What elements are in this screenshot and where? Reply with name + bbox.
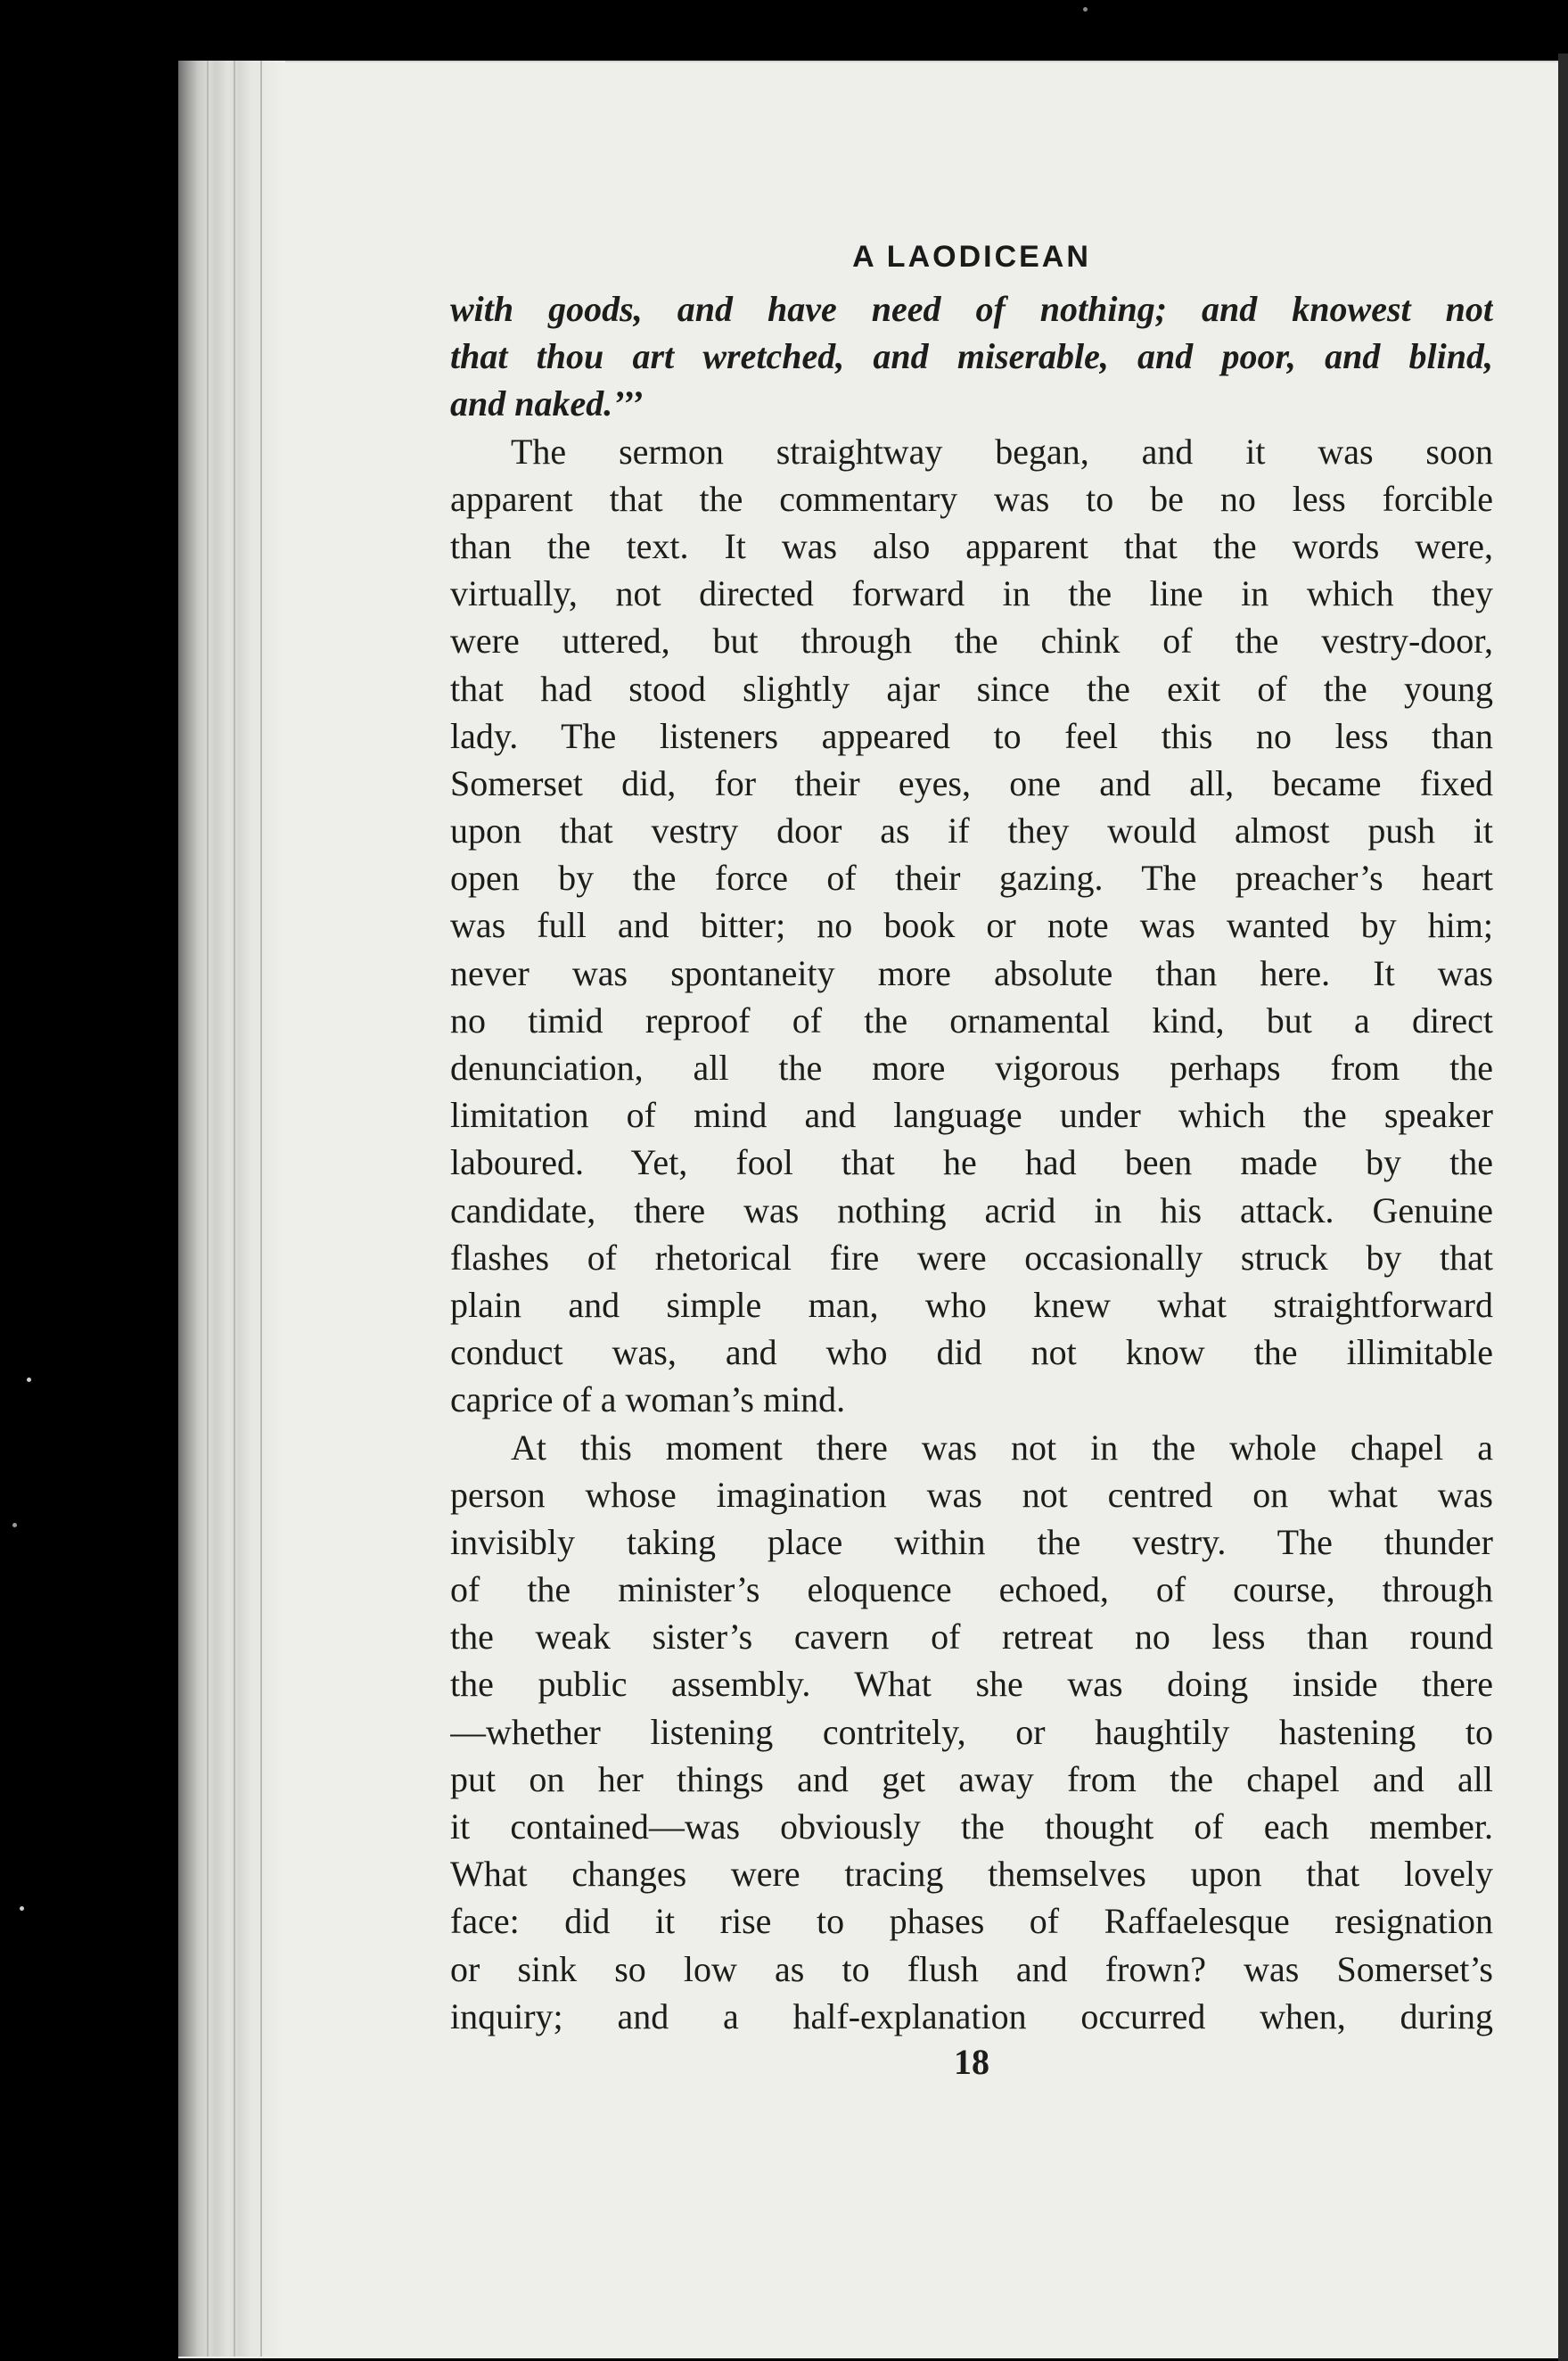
scan-speck	[20, 1906, 24, 1911]
page-right-edge	[1558, 53, 1568, 2361]
gutter-line	[234, 61, 235, 2357]
text-line: it contained—was obviously the thought of each member.	[450, 1806, 1493, 1847]
text-line: At this moment there was not in the whole chapel a	[511, 1427, 1493, 1468]
body-text	[450, 285, 1493, 2040]
text-line: than the text. It was also apparent that the words were,	[450, 525, 1493, 566]
text-line: laboured. Yet, fool that he had been made by the	[450, 1142, 1493, 1183]
text-line: the public assembly. What she was doing inside there	[450, 1664, 1493, 1705]
text-line: lady. The listeners appeared to feel this no less than	[450, 715, 1493, 756]
text-line: of the minister’s eloquence echoed, of course, through	[450, 1569, 1493, 1610]
text-line: and naked.’’’	[450, 383, 644, 424]
page-number: 18	[954, 2041, 989, 2082]
text-line: never was spontaneity more absolute than here. It was	[450, 952, 1493, 993]
text-line: with goods, and have need of nothing; and knowest not	[450, 289, 1493, 329]
text-line: put on her things and get away from the chapel and all	[450, 1758, 1493, 1799]
text-line: person whose imagination was not centred on what was	[450, 1474, 1493, 1515]
text-line: open by the force of their gazing. The preacher’s heart	[450, 858, 1493, 899]
scan-speck	[12, 1523, 17, 1527]
text-line: upon that vestry door as if they would almost push it	[450, 810, 1493, 851]
text-line: face: did it rise to phases of Raffaelesque resignation	[450, 1901, 1493, 1942]
scan-speck	[1083, 7, 1088, 12]
text-line: flashes of rhetorical fire were occasionally struck by that	[450, 1237, 1493, 1278]
text-line: limitation of mind and language under which the speaker	[450, 1095, 1493, 1136]
text-line: were uttered, but through the chink of the vestry-door,	[450, 621, 1493, 662]
text-line: inquiry; and a half-explanation occurred when, during	[450, 1995, 1493, 2036]
scan-speck	[27, 1378, 31, 1382]
gutter-line	[207, 61, 209, 2357]
gutter-line	[260, 61, 262, 2357]
text-line: that had stood slightly ajar since the exit of the young	[450, 668, 1493, 709]
text-line: The sermon straightway began, and it was soon	[511, 431, 1493, 472]
text-line: Somerset did, for their eyes, one and all, became fixed	[450, 762, 1493, 803]
text-line: or sink so low as to flush and frown? was Somerset’s	[450, 1948, 1493, 1989]
page-text	[450, 228, 1493, 2085]
text-line: the weak sister’s cavern of retreat no less than round	[450, 1617, 1493, 1658]
text-line: that thou art wretched, and miserable, and poor, and blind,	[450, 336, 1493, 377]
book-gutter	[178, 61, 285, 2357]
text-line: invisibly taking place within the vestry. The thunder	[450, 1521, 1493, 1562]
text-line: candidate, there was nothing acrid in his attack. Genuine	[450, 1189, 1493, 1230]
text-line: —whether listening contritely, or haughtily hastening to	[450, 1711, 1493, 1752]
text-line: no timid reproof of the ornamental kind, but a direct	[450, 1000, 1493, 1041]
text-line: apparent that the commentary was to be no less forcible	[450, 478, 1493, 519]
text-line: What changes were tracing themselves upon that lovely	[450, 1854, 1493, 1895]
text-line: denunciation, all the more vigorous perhaps from the	[450, 1048, 1493, 1088]
running-header: A LAODICEAN	[852, 240, 1091, 274]
text-line: caprice of a woman’s mind.	[450, 1379, 846, 1420]
text-line: virtually, not directed forward in the line in which they	[450, 573, 1493, 614]
text-line: was full and bitter; no book or note was wanted by him;	[450, 905, 1493, 946]
text-line: conduct was, and who did not know the illimitable	[450, 1332, 1493, 1373]
text-line: plain and simple man, who knew what straightforward	[450, 1284, 1493, 1325]
